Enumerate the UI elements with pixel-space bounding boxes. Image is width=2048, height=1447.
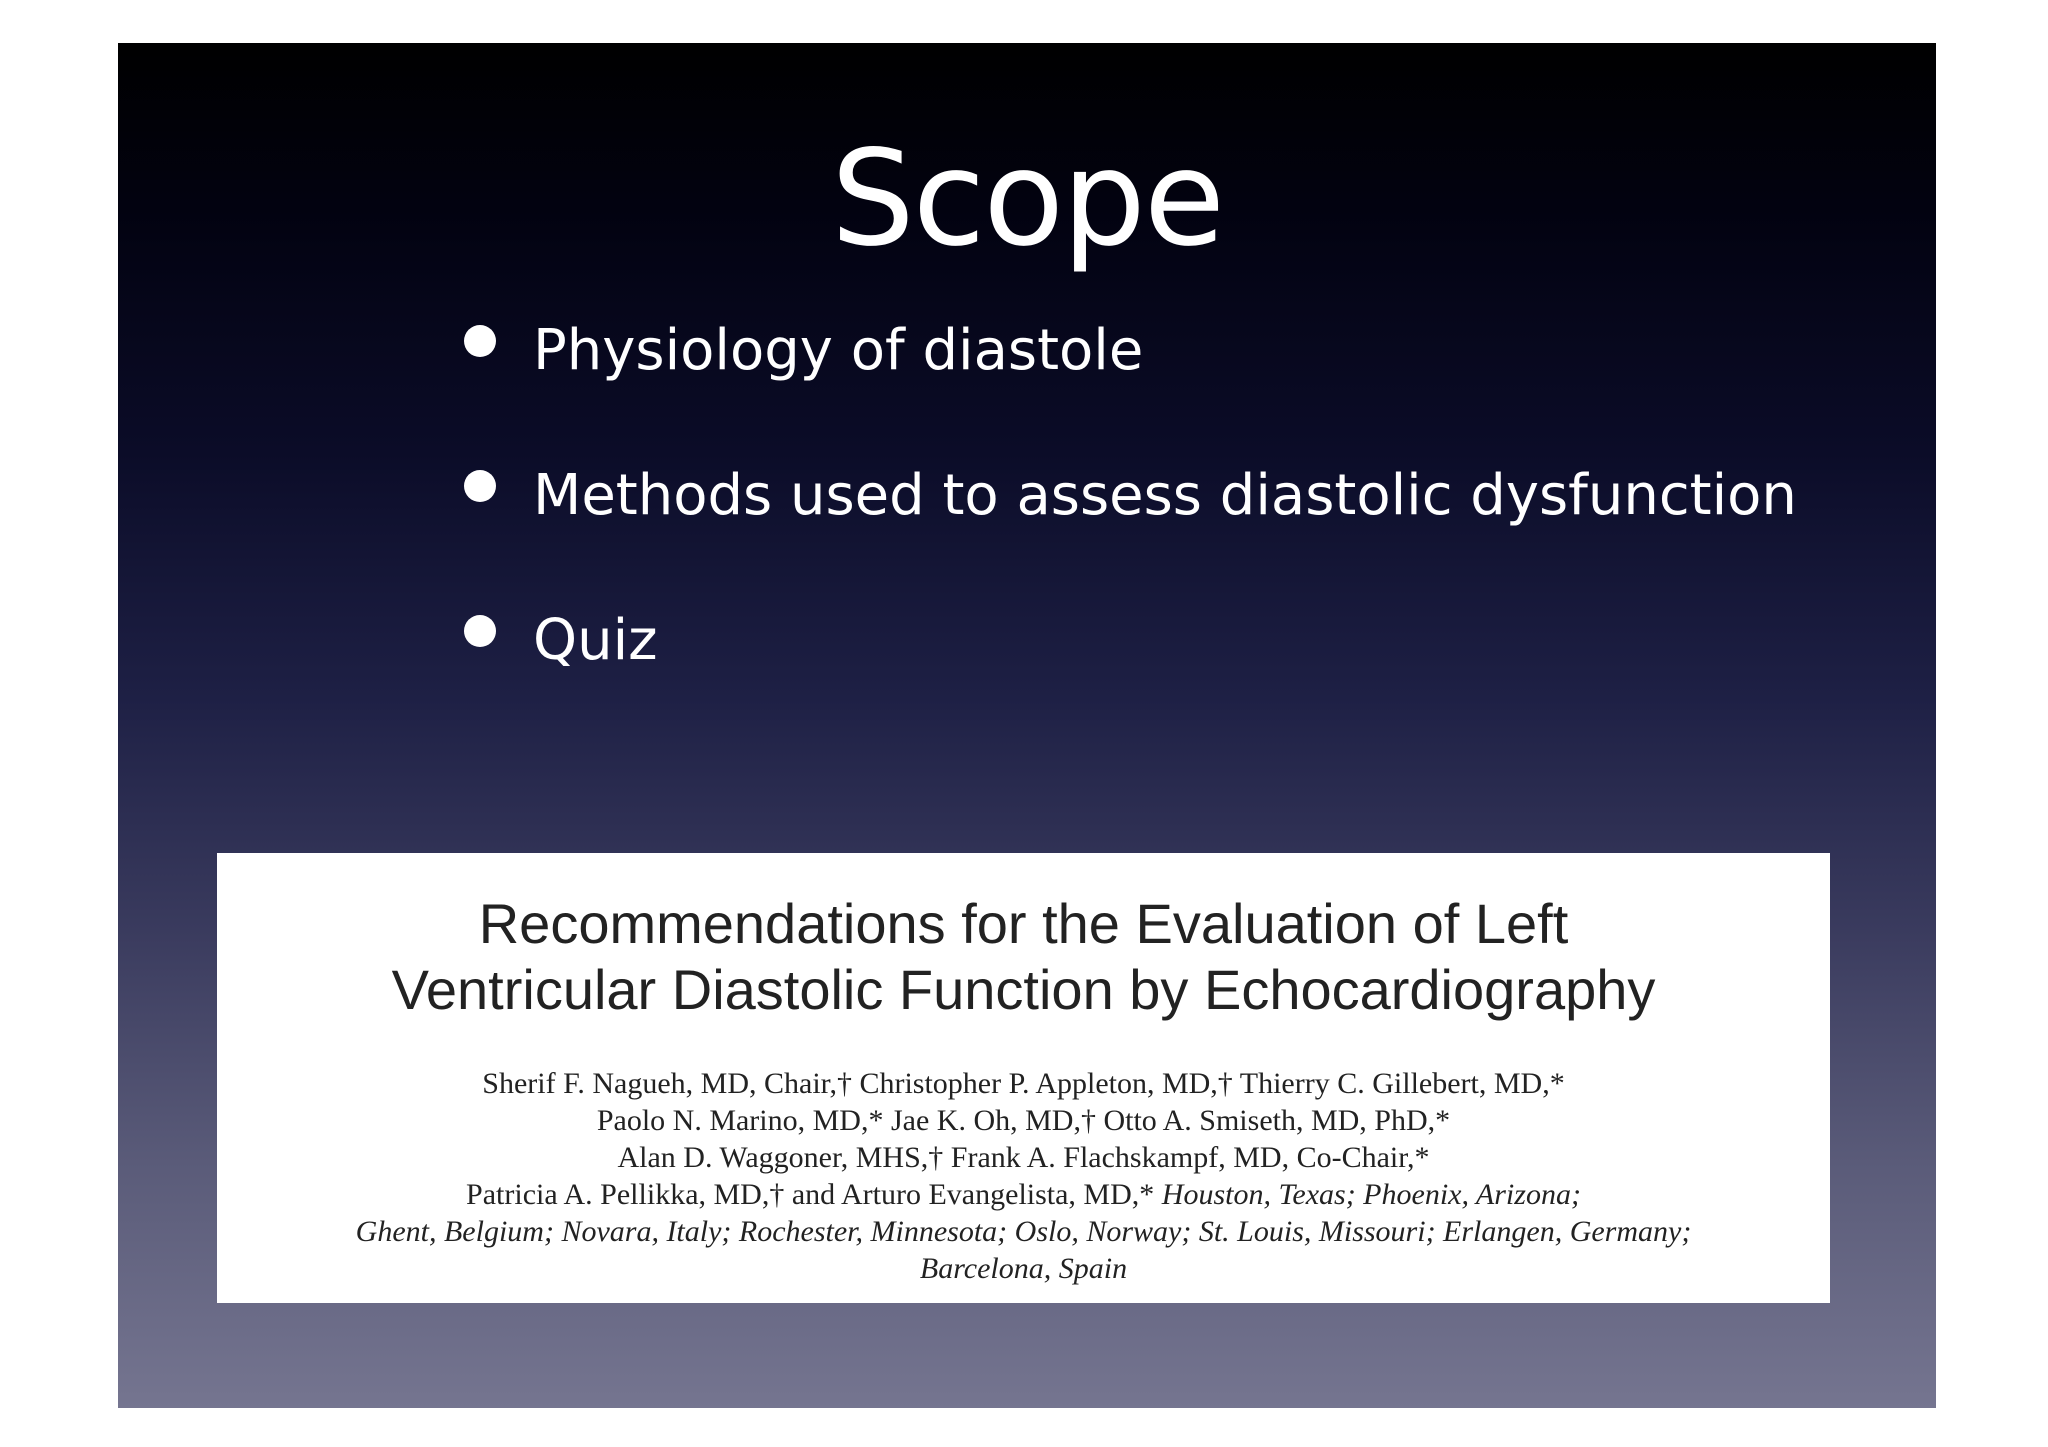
- author-line: Sherif F. Nagueh, MD, Chair,† Christopher P. Appleton, MD,† Thierry C. Gillebert, MD,*: [482, 1067, 1565, 1100]
- bullet-text: Methods used to assess diastolic dysfunction: [533, 463, 1797, 528]
- author-location: Houston, Texas; Phoenix, Arizona;: [1161, 1178, 1581, 1211]
- author-line: [217, 1176, 1830, 1213]
- paper-authors: [217, 1065, 1830, 1287]
- bullet-dot-icon: [464, 325, 496, 357]
- paper-header-image: [217, 853, 1830, 1303]
- author-line: Paolo N. Marino, MD,* Jae K. Oh, MD,† Otto A. Smiseth, MD, PhD,*: [596, 1104, 1451, 1137]
- slide-title: Scope: [830, 122, 1224, 276]
- slide: [118, 43, 1936, 1408]
- bullet-dot-icon: [464, 615, 496, 647]
- paper-title-line: Recommendations for the Evaluation of Left: [478, 892, 1569, 955]
- author-names: Patricia A. Pellikka, MD,† and Arturo Evangelista, MD,*: [466, 1178, 1155, 1211]
- paper-title: [217, 891, 1830, 1023]
- author-line: Alan D. Waggoner, MHS,† Frank A. Flachskampf, MD, Co-Chair,*: [617, 1141, 1430, 1174]
- paper-title-line: Ventricular Diastolic Function by Echocardiography: [391, 958, 1656, 1021]
- author-location: Ghent, Belgium; Novara, Italy; Rochester, Minnesota; Oslo, Norway; St. Louis, Missouri; Erlangen, Germany;: [355, 1215, 1692, 1248]
- author-location: Barcelona, Spain: [919, 1252, 1128, 1285]
- bullet-text: Physiology of diastole: [533, 318, 1144, 383]
- bullet-dot-icon: [464, 470, 496, 502]
- bullet-text: Quiz: [533, 608, 658, 673]
